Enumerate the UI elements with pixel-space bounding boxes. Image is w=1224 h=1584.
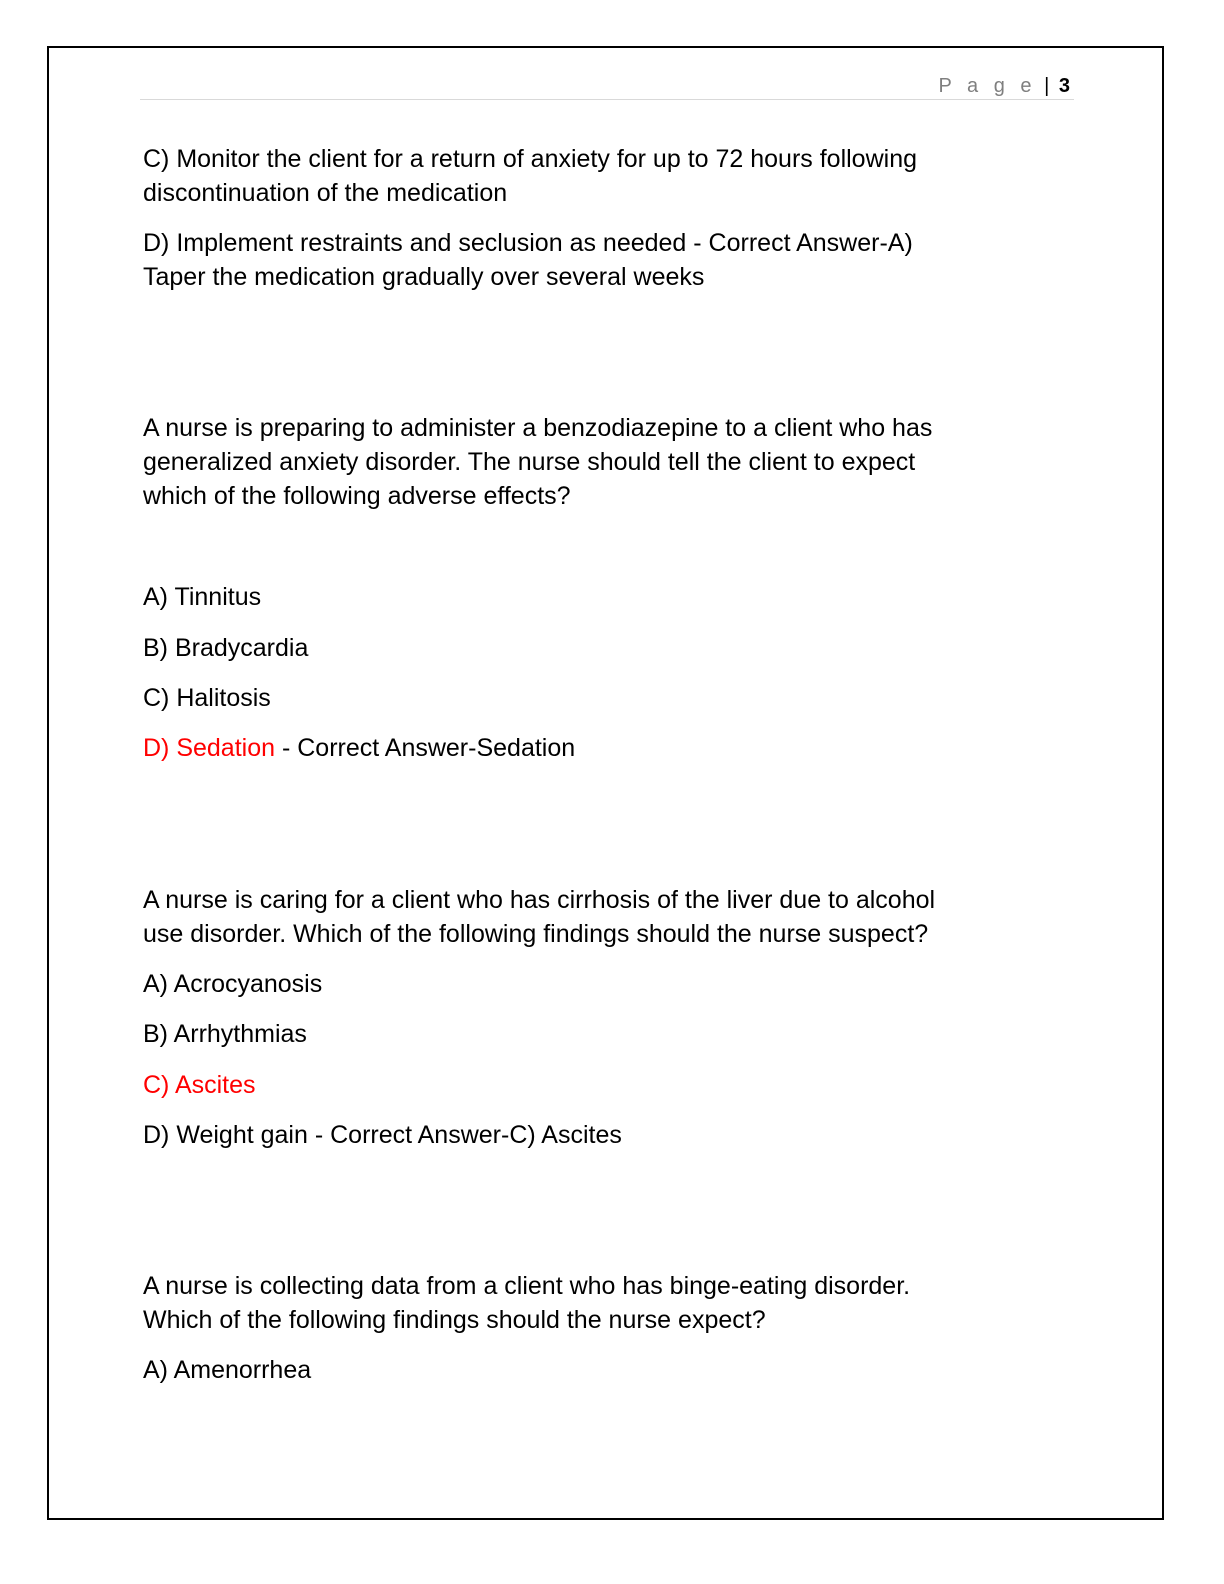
question2-option-a: A) Tinnitus bbox=[143, 583, 262, 611]
question4-stem-line2: Which of the following findings should the nurse expect? bbox=[143, 1306, 766, 1334]
option-d-answer-line2: Taper the medication gradually over several weeks bbox=[143, 263, 705, 291]
question3-option-a: A) Acrocyanosis bbox=[143, 970, 323, 998]
question3-stem-line2: use disorder. Which of the following findings should the nurse suspect? bbox=[143, 920, 929, 948]
option-d-answer-line1: D) Implement restraints and seclusion as needed - Correct Answer-A) bbox=[143, 229, 913, 257]
page-header bbox=[140, 72, 1074, 100]
page-label: P a g e bbox=[938, 75, 1037, 97]
question2-stem-line3: which of the following adverse effects? bbox=[143, 482, 571, 510]
question2-answer-suffix: - Correct Answer-Sedation bbox=[275, 734, 576, 762]
question4-stem-line1: A nurse is collecting data from a client who has binge-eating disorder. bbox=[143, 1272, 911, 1300]
question2-option-d-row bbox=[143, 731, 575, 765]
page-number: 3 bbox=[1058, 75, 1070, 97]
question2-option-c: C) Halitosis bbox=[143, 684, 271, 712]
question3-option-d-answer: D) Weight gain - Correct Answer-C) Ascites bbox=[143, 1121, 622, 1149]
question2-stem-line2: generalized anxiety disorder. The nurse should tell the client to expect bbox=[143, 448, 916, 476]
question3-option-c-correct: C) Ascites bbox=[143, 1071, 256, 1099]
question4-option-a: A) Amenorrhea bbox=[143, 1356, 312, 1384]
question3-stem-line1: A nurse is caring for a client who has cirrhosis of the liver due to alcohol bbox=[143, 886, 936, 914]
page-number-label bbox=[939, 74, 1070, 98]
option-c-line2: discontinuation of the medication bbox=[143, 179, 508, 207]
question3-option-b: B) Arrhythmias bbox=[143, 1020, 307, 1048]
question2-stem-line1: A nurse is preparing to administer a benzodiazepine to a client who has bbox=[143, 414, 933, 442]
option-c-line1: C) Monitor the client for a return of anxiety for up to 72 hours following bbox=[143, 145, 917, 173]
question2-option-d-correct: D) Sedation bbox=[143, 734, 276, 762]
page-separator: | bbox=[1044, 75, 1050, 97]
question2-option-b: B) Bradycardia bbox=[143, 634, 309, 662]
